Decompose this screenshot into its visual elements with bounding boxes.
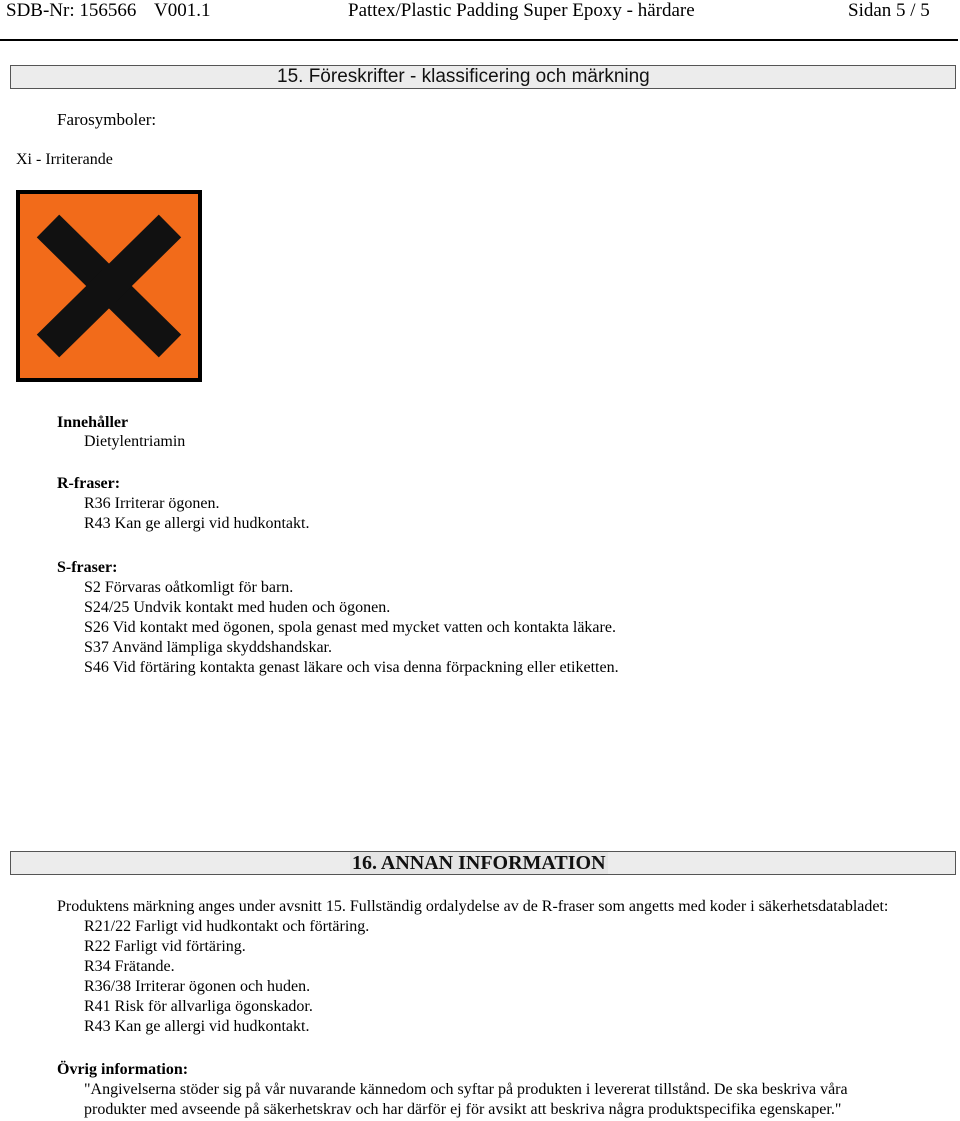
irritant-x-icon bbox=[16, 190, 202, 382]
r-phrase-full: R22 Farligt vid förtäring. bbox=[84, 938, 246, 955]
section-15-title: 15. Föreskrifter - klassificering och märkning bbox=[277, 66, 650, 87]
x-cross-icon bbox=[20, 194, 198, 378]
s-phrase: S24/25 Undvik kontakt med huden och ögonen. bbox=[84, 599, 391, 616]
hazard-symbol-text: Xi - Irriterande bbox=[16, 151, 113, 168]
r-phrase-full: R21/22 Farligt vid hudkontakt och förtäring. bbox=[84, 918, 370, 935]
r-phrase-full: R36/38 Irriterar ögonen och huden. bbox=[84, 978, 311, 995]
r-phrase-full: R41 Risk för allvarliga ögonskador. bbox=[84, 998, 313, 1015]
other-information-line: produkter med avseende på säkerhetskrav och har därför ej för avsikt att beskriva några produktspecifika egenskaper." bbox=[84, 1101, 842, 1118]
document-id: SDB-Nr: 156566 bbox=[6, 0, 137, 21]
other-information-line: "Angivelserna stöder sig på vår nuvarande kännedom och syftar på produkten i levererat tillstånd. De ska beskriva våra bbox=[84, 1081, 848, 1098]
r-phrase: R36 Irriterar ögonen. bbox=[84, 495, 220, 512]
contains-label: Innehåller bbox=[57, 414, 129, 431]
s-phrase: S26 Vid kontakt med ögonen, spola genast med mycket vatten och kontakta läkare. bbox=[84, 619, 616, 636]
header-rule bbox=[0, 39, 958, 41]
section-16-title: 16. ANNAN INFORMATION bbox=[352, 852, 606, 874]
pictogram-background bbox=[20, 194, 198, 378]
other-information-label: Övrig information: bbox=[57, 1061, 189, 1078]
r-phrase-full: R34 Frätande. bbox=[84, 958, 175, 975]
hazard-symbols-label: Farosymboler: bbox=[57, 110, 157, 129]
page-number: Sidan 5 / 5 bbox=[848, 0, 930, 21]
s-phrase: S2 Förvaras oåtkomligt för barn. bbox=[84, 579, 294, 596]
s-phrases-label: S-fraser: bbox=[57, 559, 118, 576]
product-name: Pattex/Plastic Padding Super Epoxy - härdare bbox=[348, 0, 695, 21]
r-phrase: R43 Kan ge allergi vid hudkontakt. bbox=[84, 515, 310, 532]
r-phrase-full: R43 Kan ge allergi vid hudkontakt. bbox=[84, 1018, 310, 1035]
section-16-intro: Produktens märkning anges under avsnitt 15. Fullständig ordalydelse av de R-fraser som angetts med koder i säkerhetsdatabladet: bbox=[57, 898, 889, 915]
s-phrase: S37 Använd lämpliga skyddshandskar. bbox=[84, 639, 332, 656]
r-phrases-label: R-fraser: bbox=[57, 475, 121, 492]
s-phrase: S46 Vid förtäring kontakta genast läkare och visa denna förpackning eller etiketten. bbox=[84, 659, 619, 676]
document-version: V001.1 bbox=[154, 0, 211, 21]
contains-value: Dietylentriamin bbox=[84, 433, 186, 450]
